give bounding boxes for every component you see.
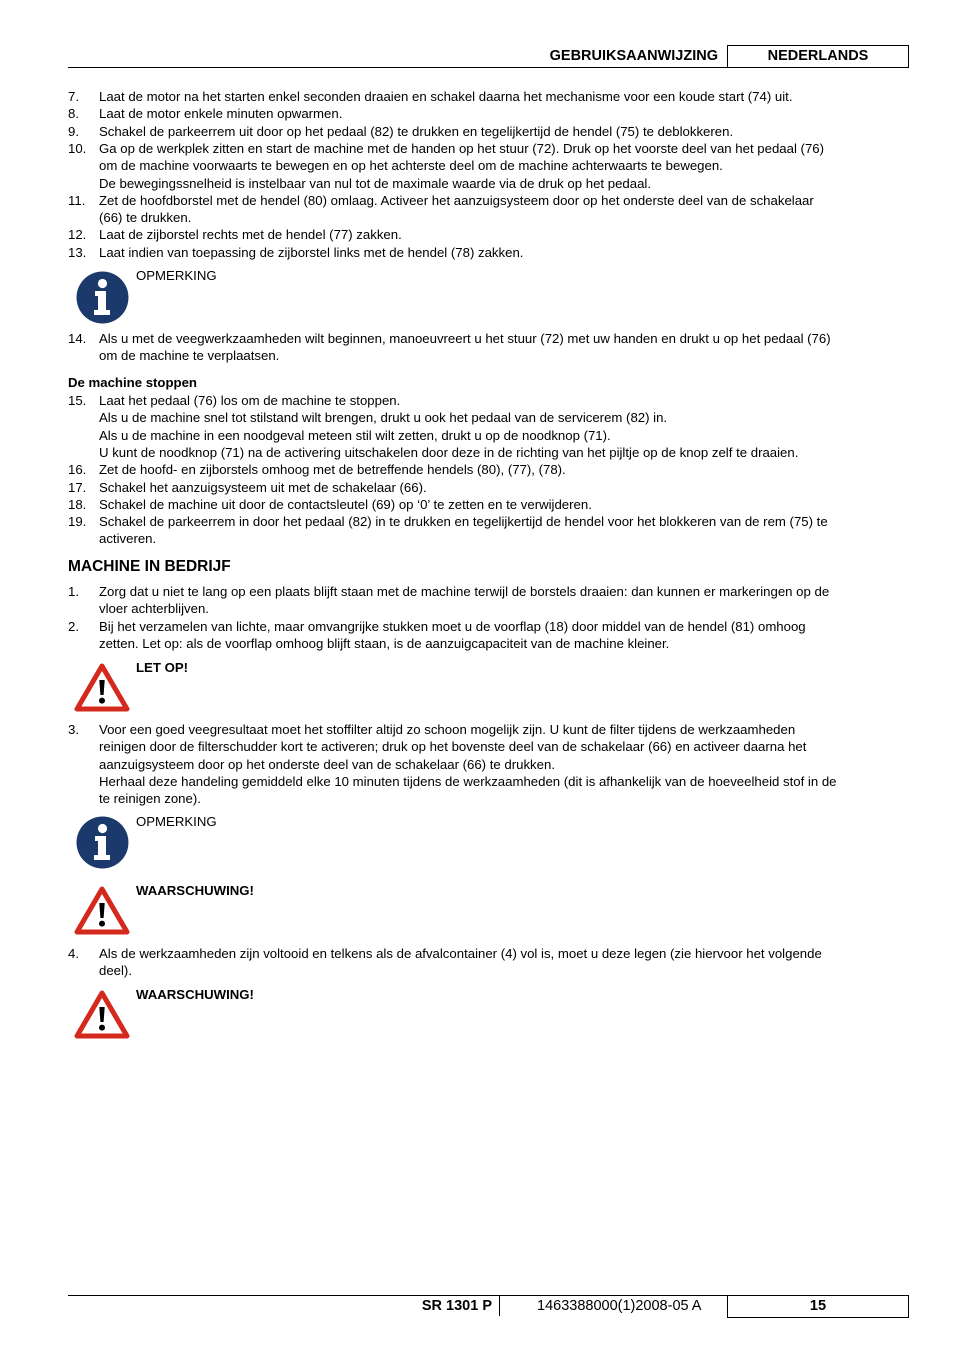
step-text-line: De bewegingssnelheid is instelbaar van nul tot de maximale waarde via de druk op het pedaal. xyxy=(99,175,652,191)
warning-label: WAARSCHUWING! xyxy=(136,987,254,1002)
info-icon xyxy=(76,816,129,869)
step-number: 12. xyxy=(68,227,87,243)
step-text-line: vloer achterblijven. xyxy=(99,601,209,617)
page-number: 15 xyxy=(727,1295,909,1318)
step-text-line: Zorg dat u niet te lang op een plaats blijft staan met de machine terwijl de borstels draaien: dan kunnen er markeringen op de xyxy=(99,584,830,599)
step-number: 3. xyxy=(68,722,79,737)
step-number: 8. xyxy=(68,106,79,122)
step-text-line: Herhaal deze handeling gemiddeld elke 10 minuten tijdens de werkzaamheden (dit is afhankelijk van de hoeveelheid stof in de xyxy=(99,773,837,789)
step-text-line: Schakel de parkeerrem uit door op het pedaal (82) te drukken en tegelijkertijd de hendel (75) te deblokkeren. xyxy=(99,123,734,139)
step-text-line: Schakel de machine uit door de contactsleutel (69) op ‘0’ te zetten en te verwijderen. xyxy=(99,496,592,512)
subheading-stop: De machine stoppen xyxy=(68,375,197,390)
step-number: 16. xyxy=(68,462,87,478)
step-text-line: (66) te drukken. xyxy=(99,210,192,226)
info-icon xyxy=(76,271,129,324)
step-text-line: Als u met de veegwerkzaamheden wilt beginnen, manoeuvreert u het stuur (72) met uw handen en drukt u op het pedaal (76) xyxy=(99,331,831,346)
step-text-line: reinigen door de filterschudder kort te activeren; druk op het bovenste deel van de schakelaar (66) en activeer daarna het xyxy=(99,739,807,755)
step-number: 14. xyxy=(68,331,87,346)
model-name: SR 1301 P xyxy=(421,1298,492,1314)
step-number: 19. xyxy=(68,514,87,530)
step-text-line: U kunt de noodknop (71) na de activering uitschakelen door deze in de richting van het pijltje op de knop zelf te draaien. xyxy=(99,444,799,460)
step-text-line: Zet de hoofd- en zijborstels omhoog met de betreffende hendels (80), (77), (78). xyxy=(99,462,566,478)
step-number: 11. xyxy=(68,192,86,208)
step-text-line: Schakel de parkeerrem in door het pedaal (82) in te drukken en tegelijkertijd de hendel voor het blokkeren van de rem (75) te xyxy=(99,514,828,530)
step-number: 18. xyxy=(68,496,87,512)
step-text-line: om de machine te verplaatsen. xyxy=(99,348,280,364)
step-text-line: aanzuigsysteem door op het onderste deel van de schakelaar (66) te drukken. xyxy=(99,756,555,772)
step-number: 9. xyxy=(68,123,79,139)
step-text-line: Bij het verzamelen van lichte, maar omvangrijke stukken moet u de voorflap (18) door middel van de hendel (81) omhoog xyxy=(99,618,806,634)
step-text-line: Laat het pedaal (76) los om de machine te stoppen. xyxy=(99,393,401,408)
note-label: OPMERKING xyxy=(136,268,217,283)
step-text-line: zetten. Let op: als de voorflap omhoog blijft staan, is de aanzuigcapaciteit van de machine kleiner. xyxy=(99,635,670,651)
manual-title: GEBRUIKSAANWIJZING xyxy=(549,48,718,64)
step-text-line: Laat de motor enkele minuten opwarmen. xyxy=(99,106,343,122)
document-code: 1463388000(1)2008-05 A xyxy=(537,1298,702,1314)
footer-separator xyxy=(499,1296,500,1316)
step-text-line: Laat de motor na het starten enkel seconden draaien en schakel daarna het mechanisme voor een koude start (74) uit. xyxy=(99,89,793,104)
step-text-line: te reinigen zone). xyxy=(99,791,201,807)
step-number: 7. xyxy=(68,89,79,104)
warning-label: WAARSCHUWING! xyxy=(136,883,254,898)
step-text-line: om de machine voorwaarts te bewegen en op het achterste deel om de machine achterwaarts te bewegen. xyxy=(99,158,723,174)
step-text-line: Als de werkzaamheden zijn voltooid en telkens als de afvalcontainer (4) vol is, moet u deze legen (zie hiervoor het volgende xyxy=(99,946,822,961)
step-number: 2. xyxy=(68,618,79,634)
warning-triangle-icon xyxy=(74,990,130,1039)
step-text-line: Laat indien van toepassing de zijborstel links met de hendel (78) zakken. xyxy=(99,244,524,260)
step-number: 4. xyxy=(68,946,79,961)
step-number: 13. xyxy=(68,244,87,260)
step-number: 15. xyxy=(68,393,87,408)
step-text-line: activeren. xyxy=(99,531,157,547)
step-text-line: Laat de zijborstel rechts met de hendel (77) zakken. xyxy=(99,227,402,243)
step-number: 10. xyxy=(68,140,87,156)
step-number: 17. xyxy=(68,479,87,495)
step-text-line: deel). xyxy=(99,963,132,979)
step-text-line: Als u de machine in een noodgeval meteen stil wilt zetten, drukt u op de noodknop (71). xyxy=(99,427,611,443)
caution-label: LET OP! xyxy=(136,660,189,675)
step-text-line: Zet de hoofdborstel met de hendel (80) omlaag. Activeer het aanzuigsysteem door op het onderste deel van de schakelaar xyxy=(99,192,814,208)
warning-triangle-icon xyxy=(74,886,130,935)
step-text-line: Voor een goed veegresultaat moet het stoffilter altijd zo schoon mogelijk zijn. U kunt de filter tijdens de werkzaamheden xyxy=(99,722,796,737)
step-number: 1. xyxy=(68,584,79,599)
language-label: NEDERLANDS xyxy=(727,45,909,68)
note-label: OPMERKING xyxy=(136,814,217,829)
warning-triangle-icon xyxy=(74,663,130,712)
step-text-line: Als u de machine snel tot stilstand wilt brengen, drukt u ook het pedaal van de servicerem (82) in. xyxy=(99,410,668,426)
step-text-line: Schakel het aanzuigsysteem uit met de schakelaar (66). xyxy=(99,479,427,495)
step-text-line: Ga op de werkplek zitten en start de machine met de handen op het stuur (72). Druk op het voorste deel van het pedaal (76) xyxy=(99,140,825,156)
header-rule xyxy=(68,67,908,68)
section-title: MACHINE IN BEDRIJF xyxy=(68,558,231,575)
